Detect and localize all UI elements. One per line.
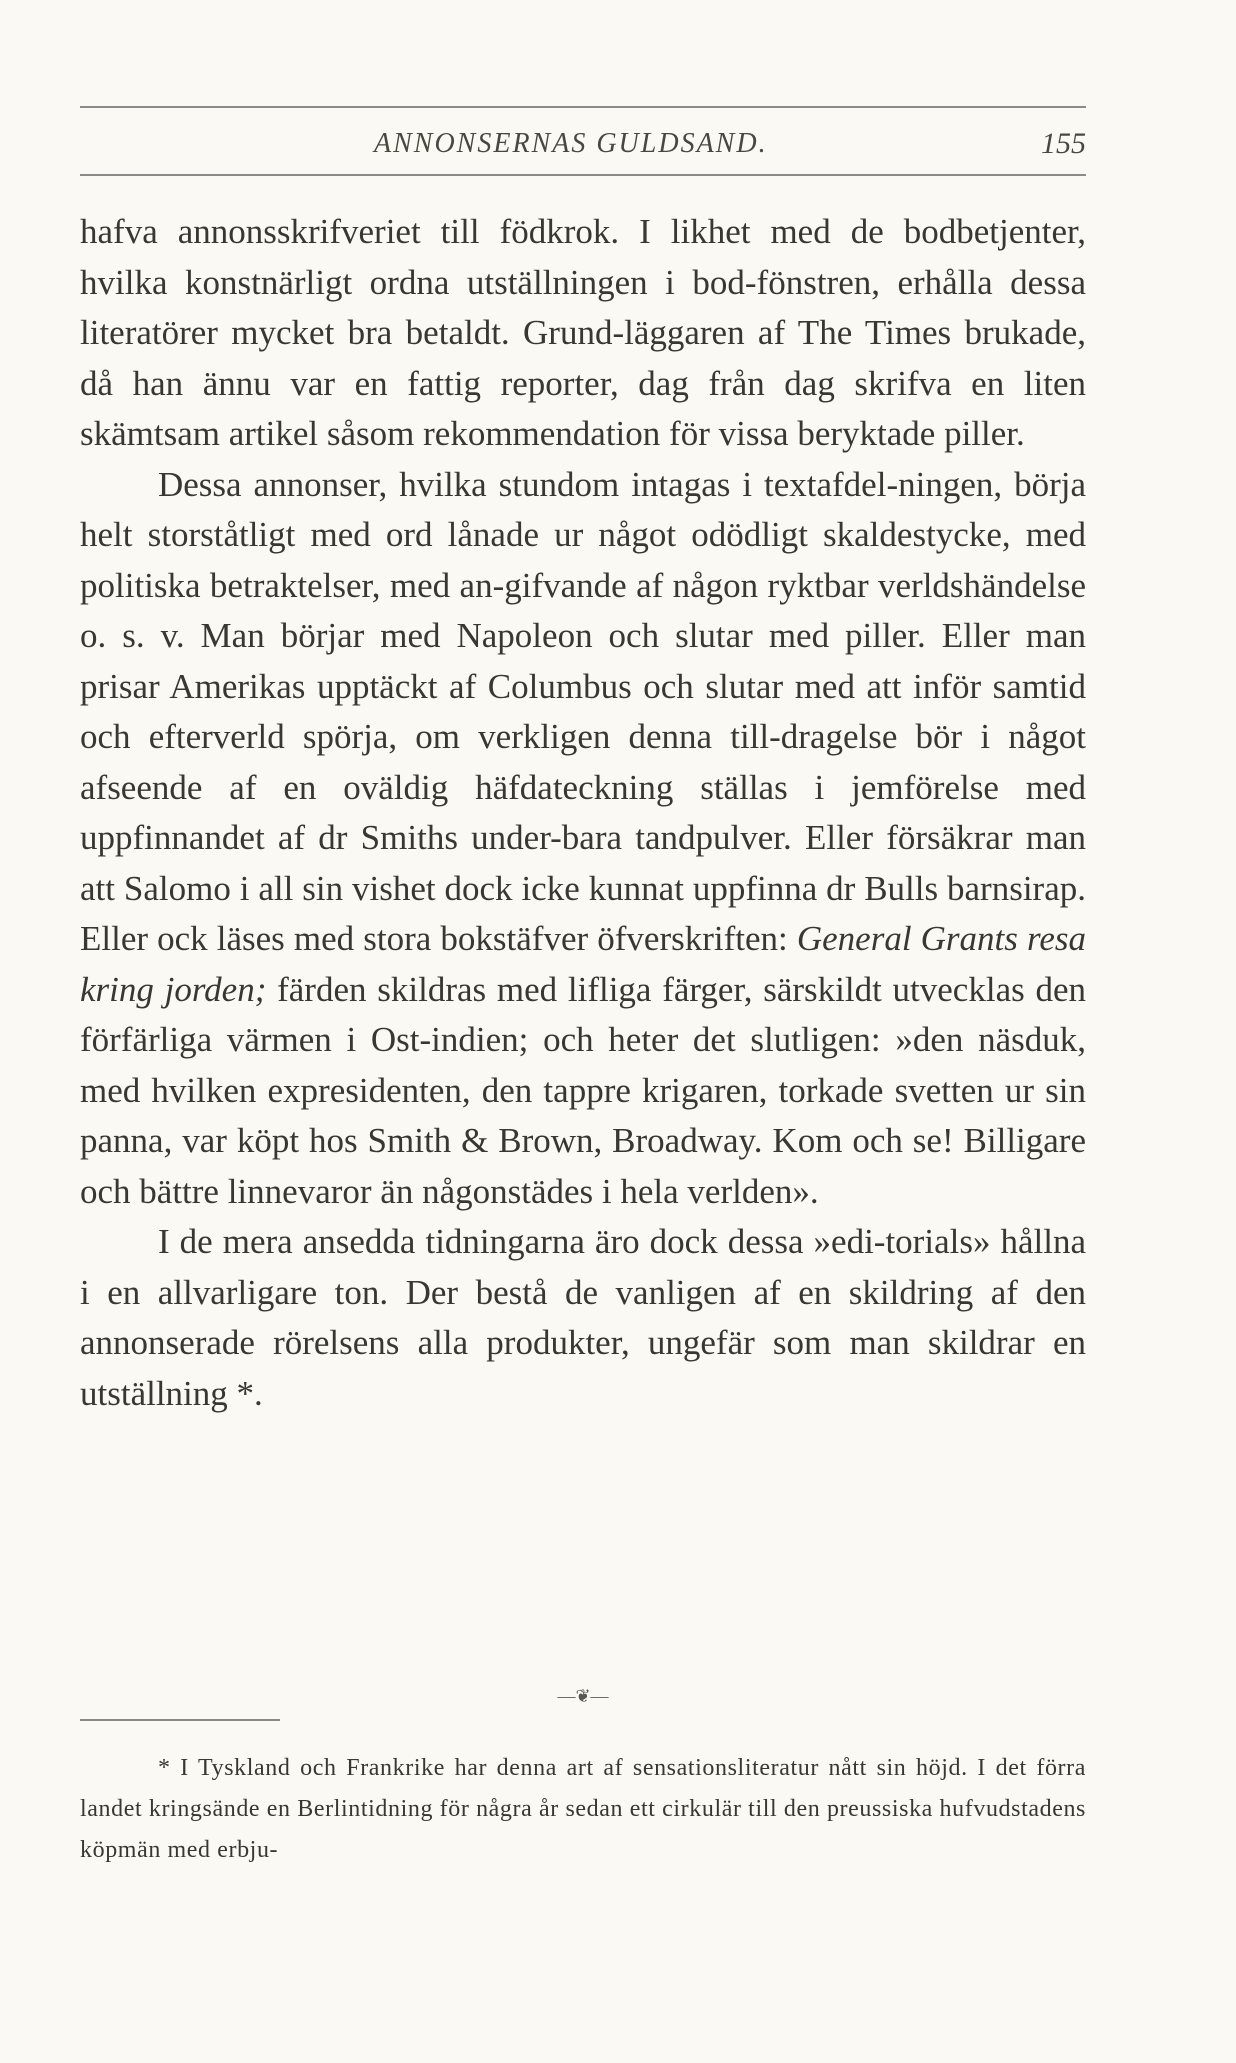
body-text — [80, 207, 1086, 1419]
footnote-rule — [80, 1719, 280, 1721]
paragraph-2 — [80, 460, 1086, 1218]
paragraph-2-text-a: Dessa annonser, hvilka stundom intagas i textafdel-ningen, börja helt storståtligt med ord lånade ur något odödligt skaldestycke, med politiska betraktelser, med an-gifvande af någon ryktbar verldshändelse o. s. v. Man börjar med Napoleon och slutar med piller. Eller man prisar Amerikas upptäckt af Columbus och slutar med att inför samtid och efterverld spörja, om verkligen denna till-dragelse bör i något afseende af en oväldig häfdateckning ställas i jemförelse med uppfinnandet af dr Smiths under-bara tandpulver. Eller försäkrar man att Salomo i all sin vishet dock icke kunnat uppfinna dr Bulls barnsirap. Eller ock läses med stora bokstäfver öfverskriften: — [80, 464, 1086, 958]
header-rule — [80, 174, 1086, 176]
running-title: ANNONSERNAS GULDSAND. — [374, 128, 768, 159]
paragraph-3: I de mera ansedda tidningarna äro dock dessa »edi-torials» hållna i en allvarligare ton. Der bestå de vanligen af en skildring af den annonserade rörelsens alla produkter, ungefär som man skildrar en utställning *. — [80, 1222, 1086, 1413]
italic-title-general-grants: General Grants resa kring jorden; — [80, 919, 1086, 1009]
section-ornament-icon: —❦— — [557, 1686, 609, 1706]
running-header — [80, 118, 1086, 170]
top-rule — [80, 106, 1086, 108]
footnote-text: * I Tyskland och Frankrike har denna art af sensationsliteratur nått sin höjd. I det förra landet kringsände en Berlintidning för några år sedan ett cirkulär till den preussiska hufvudstadens köpmän med erbju- — [80, 1755, 1086, 1863]
footnotes — [80, 1748, 1086, 1871]
paragraph-2-text-b: färden skildras med lifliga färger, särskildt utvecklas den förfärliga värmen i Ost-indien; och heter det slutligen: »den näsduk, med hvilken expresidenten, den tappre krigaren, torkade svetten ur sin panna, var köpt hos Smith & Brown, Broadway. Kom och se! Billigare och bättre linnevaror än någonstädes i hela verlden». — [80, 969, 1087, 1211]
book-page — [80, 0, 1086, 2063]
paragraph-1: hafva annonsskrifveriet till födkrok. I likhet med de bodbetjenter, hvilka konstnärligt ordna utställningen i bod-fönstren, erhålla dessa literatörer mycket bra betaldt. Grund-läggaren af The Times brukade, då han ännu var en fattig reporter, dag från dag skrifva en liten skämtsam artikel såsom rekommendation för vissa beryktade piller. — [80, 212, 1086, 453]
page-number: 155 — [1041, 127, 1086, 160]
